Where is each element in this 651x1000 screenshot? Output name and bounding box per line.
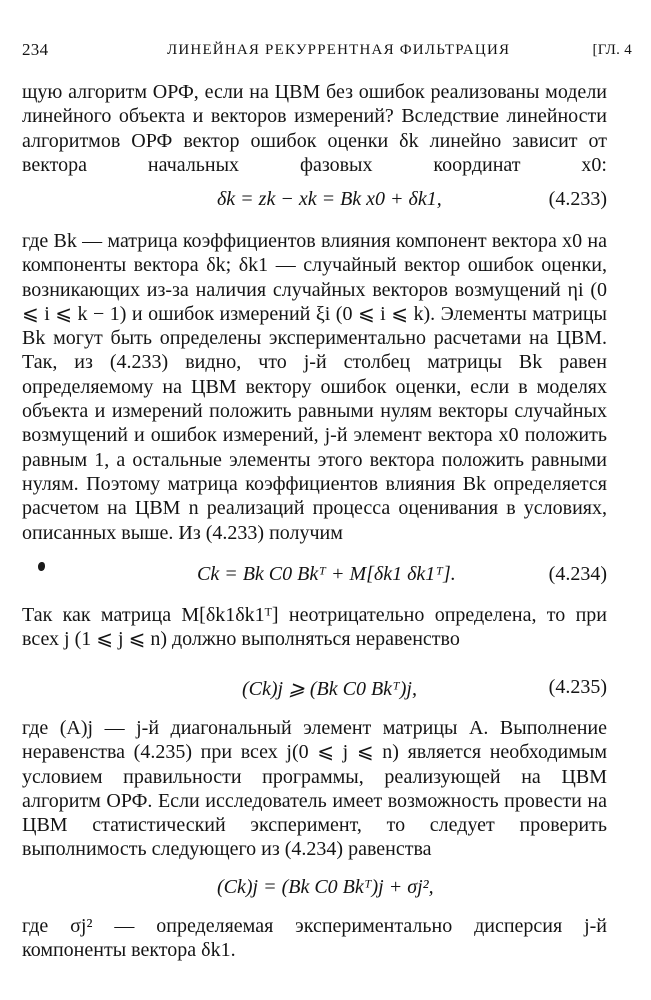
equation-formula: Ck = Bk C0 Bkᵀ + M[δk1 δk1ᵀ]. xyxy=(197,563,456,585)
paragraph-2: где Bk — матрица коэффициентов влияния компонент вектора x0 на компоненты вектора δk; δk1 — случайный вектор ошибок оценки, возникающих из-за наличия случайных векторов возмущений ηi (0 ⩽ i ⩽ k − 1) и ошибок измерений ξi (0 ⩽ i ⩽ k). Элементы матрицы Bk могут быть определены экспериментально расчетами на ЦВМ. Так, из (4.233) видно, что j-й столбец матрицы Bk равен определяемому на ЦВМ вектору ошибок оценки, если в моделях объекта и измерений положить равными нулям векторы случайных возмущений и ошибок измерений, j-й элемент вектора x0 положить равным 1, а остальные элементы этого вектора положить равными нулям. Поэтому матрица коэффициентов влияния Bk определяется расчетом на ЦВМ n реализаций процесса оценивания в условиях, описанных выше. Из (4.233) получим xyxy=(22,230,607,544)
equation-number: (4.233) xyxy=(548,188,607,210)
chapter-label: [ГЛ. 4 xyxy=(592,42,632,58)
running-header xyxy=(22,40,632,64)
equation-unnumbered xyxy=(22,876,607,904)
equation-number: (4.235) xyxy=(548,676,607,698)
equation-4-234 xyxy=(22,563,607,591)
equation-formula: δk = zk − xk = Bk x0 + δk1, xyxy=(217,188,442,210)
equation-4-233 xyxy=(22,188,607,216)
paragraph-3: Так как матрица M[δk1δk1ᵀ] неотрицательно определена, то при всех j (1 ⩽ j ⩽ n) должно выполняться неравенство xyxy=(22,604,607,651)
equation-formula: (Ck)j = (Bk C0 Bkᵀ)j + σj², xyxy=(217,876,434,898)
paragraph-4: где (A)j — j-й диагональный элемент матрицы A. Выполнение неравенства (4.235) при всех j(0 ⩽ j ⩽ n) является необходимым условием правильности программы, реализующей на ЦВМ алгоритм ОРФ. Если исследователь имеет возможность провести на ЦВМ статистический эксперимент, то следует проверить выполнимость следующего из (4.234) равенства xyxy=(22,717,607,861)
running-title: ЛИНЕЙНАЯ РЕКУРРЕНТНАЯ ФИЛЬТРАЦИЯ xyxy=(167,42,511,58)
equation-number: (4.234) xyxy=(548,563,607,585)
paragraph-5: где σj² — определяемая экспериментально дисперсия j-й компоненты вектора δk1. xyxy=(22,915,607,962)
equation-formula: (Ck)j ⩾ (Bk C0 Bkᵀ)j, xyxy=(242,678,417,700)
paragraph-1: щую алгоритм ОРФ, если на ЦВМ без ошибок реализованы модели линейного объекта и векторов измерений? Вследствие линейности алгоритмов ОРФ вектор ошибок оценки δk линейно зависит от вектора начальных фазовых координат x0: xyxy=(22,81,607,176)
equation-4-235 xyxy=(22,676,607,704)
page-number: 234 xyxy=(22,40,49,59)
